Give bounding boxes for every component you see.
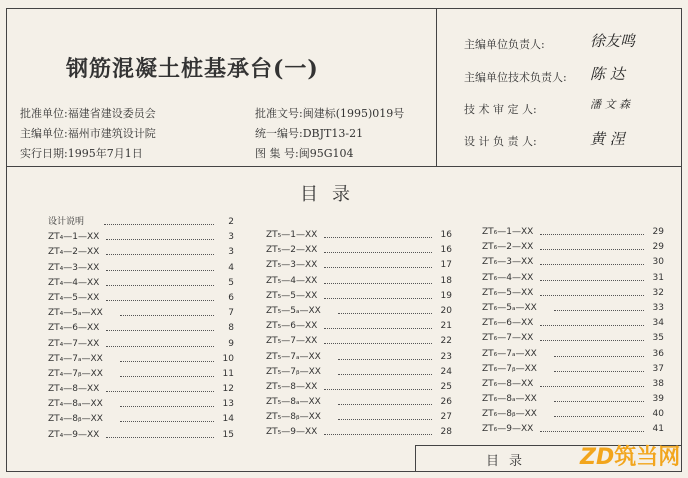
- toc-entry[interactable]: [482, 255, 666, 270]
- toc-leader-dots: [120, 412, 214, 422]
- toc-entry[interactable]: [48, 276, 236, 291]
- toc-entry-page: 6: [228, 292, 234, 303]
- toc-entry-page: 16: [440, 230, 452, 240]
- toc-entry-page: 8: [228, 323, 234, 334]
- toc-entry[interactable]: [48, 230, 236, 245]
- toc-entry-label: ZT₄—7ₐ—XX: [48, 353, 103, 364]
- toc-entry-label: ZT₄—3—XX: [48, 262, 100, 273]
- toc-leader-dots: [540, 240, 644, 250]
- toc-entry[interactable]: [266, 334, 454, 349]
- toc-leader-dots: [554, 392, 644, 402]
- toc-entry-label: ZT₆—1—XX: [482, 227, 534, 237]
- signature-name-2: 陈 达: [590, 65, 625, 83]
- toc-leader-dots: [324, 380, 432, 390]
- toc-leader-dots: [104, 215, 214, 225]
- toc-leader-dots: [120, 352, 214, 362]
- toc-entry[interactable]: [482, 362, 666, 377]
- toc-entry-label: ZT₆—3—XX: [482, 257, 534, 268]
- toc-entry-label: ZT₅—8ₐ—XX: [266, 397, 321, 408]
- toc-entry-label: ZT₄—7ᵦ—XX: [48, 368, 103, 379]
- toc-leader-dots: [324, 334, 432, 344]
- toc-entry-page: 18: [440, 275, 452, 286]
- toc-leader-dots: [540, 377, 644, 387]
- toc-entry-page: 28: [440, 427, 452, 438]
- toc-entry-page: 41: [652, 424, 664, 435]
- toc-entry-page: 39: [652, 394, 664, 405]
- toc-leader-dots: [540, 225, 644, 235]
- signature-role-2: 主编单位技术负责人:: [464, 71, 567, 84]
- toc-leader-dots: [106, 382, 214, 392]
- toc-entry[interactable]: [482, 347, 666, 362]
- toc-entry[interactable]: [266, 395, 454, 410]
- toc-entry-page: 5: [228, 277, 234, 288]
- toc-entry-page: 17: [440, 260, 452, 271]
- toc-entry[interactable]: [266, 243, 454, 258]
- toc-entry-label: ZT₄—5—XX: [48, 292, 100, 303]
- toc-column-3: [482, 225, 666, 438]
- toc-leader-dots: [120, 306, 214, 316]
- toc-entry-page: 3: [228, 247, 234, 258]
- toc-leader-dots: [106, 321, 214, 331]
- toc-entry[interactable]: [266, 258, 454, 273]
- toc-entry-label: ZT₆—7ᵦ—XX: [482, 363, 537, 374]
- toc-leader-dots: [106, 261, 214, 271]
- toc-entry-page: 34: [652, 318, 664, 329]
- signature-role-1: 主编单位负责人:: [464, 38, 545, 51]
- toc-leader-dots: [106, 291, 214, 301]
- toc-entry-page: 9: [228, 338, 234, 349]
- toc-entry-page: 38: [652, 378, 664, 389]
- toc-leader-dots: [324, 274, 432, 284]
- toc-entry[interactable]: [266, 228, 454, 243]
- toc-entry-label: ZT₅—8ᵦ—XX: [266, 412, 321, 423]
- toc-entry-label: ZT₄—1—XX: [48, 232, 100, 243]
- toc-entry[interactable]: [482, 301, 666, 316]
- toc-entry-label: ZT₄—8ᵦ—XX: [48, 414, 103, 425]
- toc-leader-dots: [554, 407, 644, 417]
- toc-entry[interactable]: [266, 365, 454, 380]
- toc-leader-dots: [324, 425, 432, 435]
- toc-entry-label: ZT₅—5ₐ—XX: [266, 305, 321, 316]
- toc-entry[interactable]: [266, 425, 454, 440]
- toc-leader-dots: [338, 410, 432, 420]
- toc-entry-page: 20: [440, 305, 452, 316]
- toc-entry[interactable]: [48, 412, 236, 427]
- toc-entry-label: ZT₅—1—XX: [266, 230, 318, 240]
- toc-leader-dots: [324, 319, 432, 329]
- signature-name-1: 徐友鸣: [590, 32, 636, 50]
- footer-title: 目录: [486, 454, 533, 469]
- toc-leader-dots: [554, 301, 644, 311]
- toc-entry-page: 16: [440, 245, 452, 256]
- toc-entry-label: ZT₄—4—XX: [48, 277, 100, 288]
- toc-entry-page: 10: [222, 353, 234, 364]
- atlas-number: 图 集 号:闽95G104: [255, 147, 354, 160]
- toc-entry-label: ZT₅—4—XX: [266, 275, 318, 286]
- document-title: 钢筋混凝土桩基承台(一): [66, 56, 319, 82]
- toc-leader-dots: [106, 230, 214, 240]
- toc-entry-page: 37: [652, 363, 664, 374]
- toc-entry[interactable]: [266, 274, 454, 289]
- toc-leader-dots: [338, 350, 432, 360]
- toc-entry[interactable]: [266, 410, 454, 425]
- toc-entry[interactable]: [48, 321, 236, 336]
- toc-entry-label: ZT₆—7—XX: [482, 333, 534, 344]
- toc-leader-dots: [106, 428, 214, 438]
- toc-entry-page: 30: [652, 257, 664, 268]
- toc-entry-page: 19: [440, 290, 452, 301]
- toc-entry-page: 25: [440, 381, 452, 392]
- toc-entry-label: ZT₅—9—XX: [266, 427, 318, 438]
- toc-leader-dots: [324, 228, 432, 238]
- toc-leader-dots: [106, 245, 214, 255]
- toc-entry[interactable]: [482, 392, 666, 407]
- signature-name-4: 黄 涅: [590, 130, 625, 148]
- toc-entry-label: ZT₅—8—XX: [266, 381, 318, 392]
- toc-entry-page: 23: [440, 351, 452, 362]
- toc-entry[interactable]: [48, 367, 236, 382]
- document-number: 批准文号:闽建标(1995)019号: [255, 107, 405, 120]
- toc-entry-label: ZT₄—2—XX: [48, 247, 100, 258]
- toc-entry-label: ZT₄—5ₐ—XX: [48, 308, 103, 319]
- toc-entry[interactable]: [266, 350, 454, 365]
- toc-entry-page: 3: [228, 232, 234, 243]
- toc-entry-page: 26: [440, 397, 452, 408]
- toc-entry-page: 21: [440, 321, 452, 332]
- approval-info-right: [255, 104, 404, 164]
- toc-entry[interactable]: [48, 291, 236, 306]
- toc-entry-label: 设计说明: [48, 217, 85, 227]
- toc-entry[interactable]: [482, 407, 666, 422]
- toc-entry-label: ZT₆—6—XX: [482, 318, 534, 329]
- watermark-logo: [580, 440, 680, 471]
- toc-entry[interactable]: [48, 397, 236, 412]
- toc-entry-label: ZT₄—8ₐ—XX: [48, 399, 103, 410]
- toc-entry-label: ZT₆—8ₐ—XX: [482, 394, 537, 405]
- toc-heading: 目录: [300, 184, 364, 205]
- toc-entry[interactable]: [48, 337, 236, 352]
- toc-entry[interactable]: [482, 271, 666, 286]
- toc-entry-page: 12: [222, 384, 234, 395]
- toc-entry-label: ZT₆—7ₐ—XX: [482, 348, 537, 359]
- toc-entry-label: ZT₅—3—XX: [266, 260, 318, 271]
- toc-entry[interactable]: [482, 422, 666, 437]
- toc-leader-dots: [324, 243, 432, 253]
- toc-entry-page: 31: [652, 272, 664, 283]
- toc-entry-label: ZT₅—6—XX: [266, 321, 318, 332]
- toc-entry[interactable]: [48, 352, 236, 367]
- toc-entry-label: ZT₄—6—XX: [48, 323, 100, 334]
- toc-entry-page: 27: [440, 412, 452, 423]
- toc-column-1: [48, 215, 236, 443]
- toc-entry-label: ZT₅—7ᵦ—XX: [266, 366, 321, 377]
- toc-entry-label: ZT₆—8ᵦ—XX: [482, 409, 537, 420]
- toc-entry-label: ZT₆—2—XX: [482, 242, 534, 253]
- toc-leader-dots: [540, 286, 644, 296]
- toc-entry[interactable]: [266, 304, 454, 319]
- toc-entry[interactable]: [266, 380, 454, 395]
- toc-entry-page: 14: [222, 414, 234, 425]
- toc-entry-page: 22: [440, 336, 452, 347]
- toc-entry-label: ZT₅—7—XX: [266, 336, 318, 347]
- toc-entry-label: ZT₅—7ₐ—XX: [266, 351, 321, 362]
- toc-leader-dots: [540, 316, 644, 326]
- toc-entry-page: 7: [228, 308, 234, 319]
- toc-leader-dots: [120, 367, 214, 377]
- toc-leader-dots: [338, 395, 432, 405]
- toc-leader-dots: [106, 276, 214, 286]
- toc-entry-label: ZT₆—9—XX: [482, 424, 534, 435]
- toc-entry[interactable]: [482, 225, 666, 240]
- toc-entry-page: 33: [652, 302, 664, 313]
- signature-name-3: 潘 文 森: [590, 98, 630, 111]
- toc-entry[interactable]: [266, 289, 454, 304]
- toc-entry-page: 4: [228, 262, 234, 273]
- toc-leader-dots: [554, 362, 644, 372]
- toc-entry[interactable]: [48, 245, 236, 260]
- toc-entry-label: ZT₆—8—XX: [482, 378, 534, 389]
- toc-entry[interactable]: [482, 286, 666, 301]
- toc-leader-dots: [338, 304, 432, 314]
- signature-role-3: 技 术 审 定 人:: [464, 103, 537, 116]
- toc-entry-page: 2: [228, 217, 234, 227]
- toc-entry[interactable]: [482, 377, 666, 392]
- toc-entry[interactable]: [266, 319, 454, 334]
- toc-entry-label: ZT₆—5ₐ—XX: [482, 302, 537, 313]
- toc-entry[interactable]: [48, 428, 236, 443]
- toc-leader-dots: [324, 258, 432, 268]
- toc-entry[interactable]: [482, 316, 666, 331]
- toc-entry-page: 29: [652, 242, 664, 253]
- toc-entry[interactable]: [48, 261, 236, 276]
- toc-entry-label: ZT₆—5—XX: [482, 287, 534, 298]
- toc-entry-label: ZT₅—2—XX: [266, 245, 318, 256]
- toc-entry-page: 32: [652, 287, 664, 298]
- watermark-text: 筑当网: [614, 445, 681, 470]
- toc-leader-dots: [338, 365, 432, 375]
- editor-unit: 主编单位:福州市建筑设计院: [20, 127, 156, 140]
- toc-column-2: [266, 228, 454, 441]
- toc-leader-dots: [540, 255, 644, 265]
- approve-unit: 批准单位:福建省建设委员会: [20, 107, 156, 120]
- toc-entry-label: ZT₄—8—XX: [48, 384, 100, 395]
- toc-entry[interactable]: [482, 331, 666, 346]
- unified-number: 统一编号:DBJT13-21: [255, 127, 364, 140]
- toc-leader-dots: [540, 422, 644, 432]
- toc-entry-page: 29: [652, 227, 664, 237]
- implementation-date: 实行日期:1995年7月1日: [20, 147, 143, 160]
- toc-entry-label: ZT₄—9—XX: [48, 429, 100, 440]
- toc-leader-dots: [106, 337, 214, 347]
- toc-leader-dots: [554, 347, 644, 357]
- toc-leader-dots: [120, 397, 214, 407]
- toc-leader-dots: [540, 271, 644, 281]
- toc-entry[interactable]: [48, 382, 236, 397]
- toc-entry-page: 24: [440, 366, 452, 377]
- toc-entry-page: 11: [222, 368, 234, 379]
- toc-entry[interactable]: [482, 240, 666, 255]
- toc-entry-page: 13: [222, 399, 234, 410]
- toc-leader-dots: [540, 331, 644, 341]
- toc-entry-page: 35: [652, 333, 664, 344]
- toc-entry-label: ZT₄—7—XX: [48, 338, 100, 349]
- toc-entry-label: ZT₅—5—XX: [266, 290, 318, 301]
- signature-role-4: 设 计 负 责 人:: [464, 135, 537, 148]
- toc-entry-page: 40: [652, 409, 664, 420]
- toc-entry-label: ZT₆—4—XX: [482, 272, 534, 283]
- toc-entry-page: 36: [652, 348, 664, 359]
- toc-entry[interactable]: [48, 306, 236, 321]
- watermark-zd: ZD: [580, 445, 615, 470]
- approval-info-left: [20, 104, 156, 164]
- toc-entry-page: 15: [222, 429, 234, 440]
- toc-entry[interactable]: [48, 215, 236, 230]
- toc-leader-dots: [324, 289, 432, 299]
